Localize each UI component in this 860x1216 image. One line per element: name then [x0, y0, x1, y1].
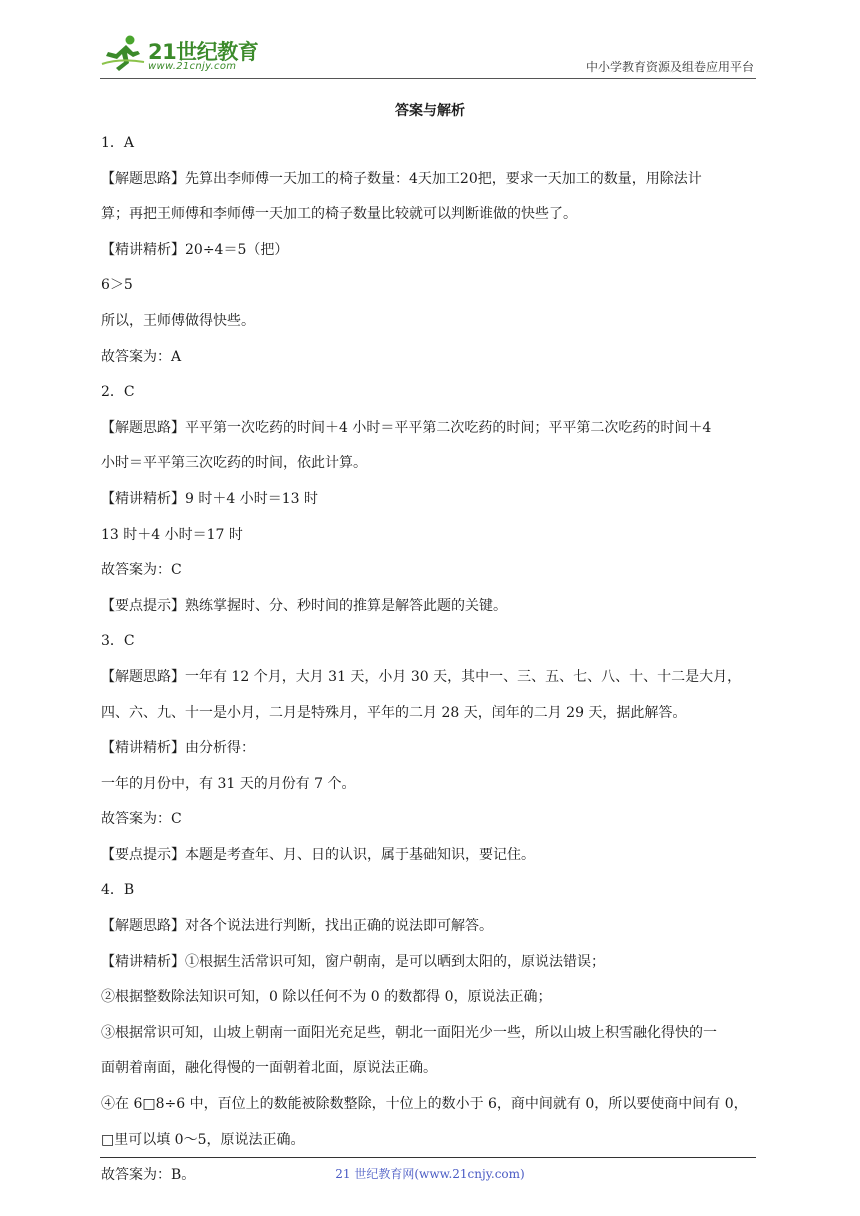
logo-brand-text: 21世纪教育	[148, 40, 259, 64]
answer-line: ④在 6□8÷6 中，百位上的数能被除数整除，十位上的数小于 6，商中间就有 0，所以要使商中间有 0，	[101, 1096, 748, 1113]
answer-line: 3．C	[101, 633, 135, 650]
answer-line: 【解题思路】一年有 12 个月，大月 31 天，小月 30 天，其中一、三、五、七、八、十、十二是大月，	[101, 668, 742, 685]
answer-line: 【要点提示】本题是考查年、月、日的认识，属于基础知识，要记住。	[101, 846, 535, 863]
answer-content	[101, 126, 761, 1194]
answer-line: 【解题思路】平平第一次吃药的时间＋4 小时＝平平第二次吃药的时间；平平第二次吃药的时间＋4	[101, 419, 712, 436]
answer-line: 6＞5	[101, 277, 133, 294]
answer-line: 故答案为：A	[101, 348, 182, 365]
answer-line: 故答案为：C	[101, 811, 182, 828]
answer-line: 【精讲精析】9 时＋4 小时＝13 时	[101, 490, 318, 507]
footer-divider	[100, 1157, 756, 1158]
answer-line: 一年的月份中，有 31 天的月份有 7 个。	[101, 775, 356, 792]
answer-line: ②根据整数除法知识可知，0 除以任何不为 0 的数都得 0，原说法正确；	[101, 989, 552, 1006]
answer-line: 【精讲精析】由分析得：	[101, 740, 255, 757]
answer-line: 【精讲精析】20÷4＝5（把）	[101, 241, 289, 258]
answer-line: 【解题思路】对各个说法进行判断，找出正确的说法即可解答。	[101, 918, 493, 935]
answer-line: 1．A	[101, 135, 135, 151]
answer-line: 故答案为：B。	[101, 1167, 196, 1184]
answer-line: 【要点提示】熟练掌握时、分、秒时间的推算是解答此题的关键。	[101, 597, 507, 614]
answer-line: 面朝着南面，融化得慢的一面朝着北面，原说法正确。	[101, 1060, 437, 1077]
answer-line: 【精讲精析】①根据生活常识可知，窗户朝南，是可以晒到太阳的，原说法错误；	[101, 953, 605, 970]
answer-line: 【解题思路】先算出李师傅一天加工的椅子数量：4天加工20把，要求一天加工的数量，用除法计	[101, 170, 702, 187]
page-title: 答案与解析	[395, 103, 465, 119]
answer-line: 四、六、九、十一是小月，二月是特殊月，平年的二月 28 天，闰年的二月 29 天，据此解答。	[101, 704, 687, 721]
answer-line: 算；再把王师傅和李师傅一天加工的椅子数量比较就可以判断谁做的快些了。	[101, 206, 577, 223]
logo-url-text: www.21cnjy.com	[148, 61, 237, 72]
answer-line: 小时＝平平第三次吃药的时间，依此计算。	[101, 455, 367, 472]
answer-line: 所以，王师傅做得快些。	[101, 312, 255, 329]
answer-line: 4．B	[101, 882, 135, 899]
answer-line: 13 时＋4 小时＝17 时	[101, 526, 243, 543]
footer-link[interactable]: 21 世纪教育网(www.21cnjy.com)	[335, 1167, 525, 1181]
page-header	[100, 28, 756, 79]
answer-line: 2．C	[101, 384, 135, 401]
answer-line: 故答案为：C	[101, 562, 182, 579]
site-logo[interactable]	[100, 34, 270, 74]
runner-logo-icon	[100, 34, 146, 72]
platform-name: 中小学教育资源及组卷应用平台	[585, 60, 754, 74]
answer-line: ③根据常识可知，山坡上朝南一面阳光充足些，朝北一面阳光少一些，所以山坡上积雪融化得快的一	[101, 1024, 717, 1041]
answer-line: □里可以填 0～5，原说法正确。	[101, 1131, 305, 1148]
